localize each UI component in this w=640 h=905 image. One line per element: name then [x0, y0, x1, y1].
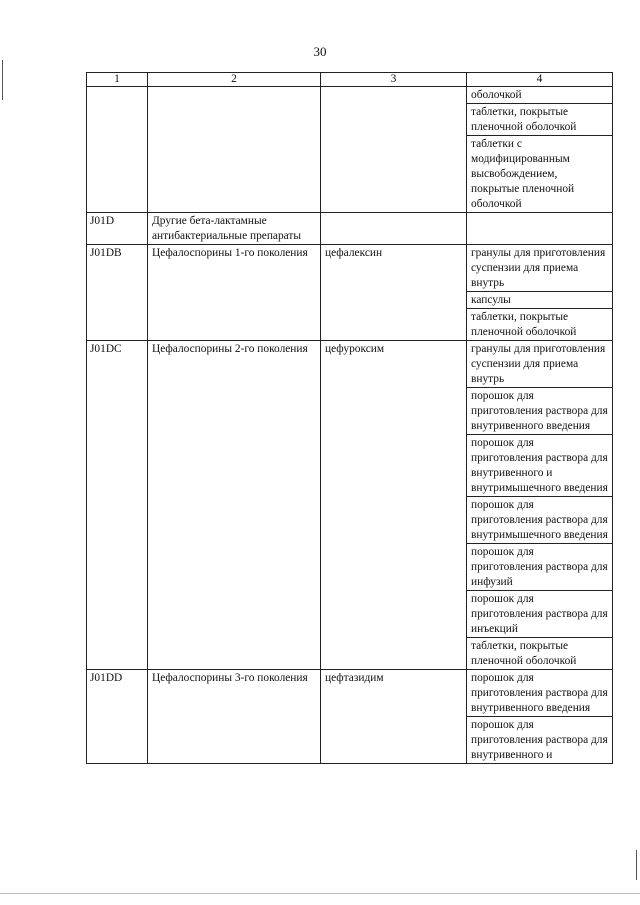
page-number: 30: [313, 44, 327, 59]
form-cell: [467, 213, 613, 245]
table-row: [87, 670, 613, 717]
code-cell: J01DB: [87, 245, 148, 341]
table-row: [87, 245, 613, 292]
drug-cell: цефуроксим: [321, 341, 467, 670]
group-cell: Цефалоспорины 2-го поколения: [148, 341, 321, 670]
drug-cell: цефтазидим: [321, 670, 467, 764]
scan-bottom-edge: [0, 893, 640, 894]
form-cell: таблетки с модифицированным высвобождением, покрытые пленочной оболочкой: [467, 136, 613, 213]
medicines-table: [86, 72, 613, 764]
form-cell: гранулы для приготовления суспензии для приема внутрь: [467, 341, 613, 388]
group-cell: Цефалоспорины 1-го поколения: [148, 245, 321, 341]
code-cell: J01D: [87, 213, 148, 245]
drug-cell: цефалексин: [321, 245, 467, 341]
form-cell: таблетки, покрытые пленочной оболочкой: [467, 309, 613, 341]
group-cell: [148, 87, 321, 213]
code-cell: J01DC: [87, 341, 148, 670]
code-cell: [87, 87, 148, 213]
form-cell: порошок для приготовления раствора для внутривенного введения: [467, 388, 613, 435]
form-cell: гранулы для приготовления суспензии для приема внутрь: [467, 245, 613, 292]
form-cell: порошок для приготовления раствора для внутривенного введения: [467, 670, 613, 717]
form-cell: порошок для приготовления раствора для инъекций: [467, 591, 613, 638]
code-cell: J01DD: [87, 670, 148, 764]
group-cell: Другие бета-лактамные антибактериальные препараты: [148, 213, 321, 245]
form-cell: порошок для приготовления раствора для внутривенного и внутримышечного введения: [467, 435, 613, 497]
form-cell: порошок для приготовления раствора для внутривенного и: [467, 717, 613, 764]
form-cell: оболочкой: [467, 87, 613, 104]
drug-cell: [321, 213, 467, 245]
form-cell: порошок для приготовления раствора для внутримышечного введения: [467, 497, 613, 544]
scan-artifact-right: [636, 850, 637, 880]
header-col-3: 3: [321, 73, 467, 87]
form-cell: таблетки, покрытые пленочной оболочкой: [467, 104, 613, 136]
table-header-row: [87, 73, 613, 87]
drug-cell: [321, 87, 467, 213]
table-row: [87, 213, 613, 245]
group-cell: Цефалоспорины 3-го поколения: [148, 670, 321, 764]
scan-artifact-left: [2, 60, 3, 100]
table-row: [87, 341, 613, 388]
form-cell: капсулы: [467, 292, 613, 309]
table-row: [87, 87, 613, 104]
form-cell: таблетки, покрытые пленочной оболочкой: [467, 638, 613, 670]
form-cell: порошок для приготовления раствора для инфузий: [467, 544, 613, 591]
header-col-4: 4: [467, 73, 613, 87]
header-col-1: 1: [87, 73, 148, 87]
header-col-2: 2: [148, 73, 321, 87]
